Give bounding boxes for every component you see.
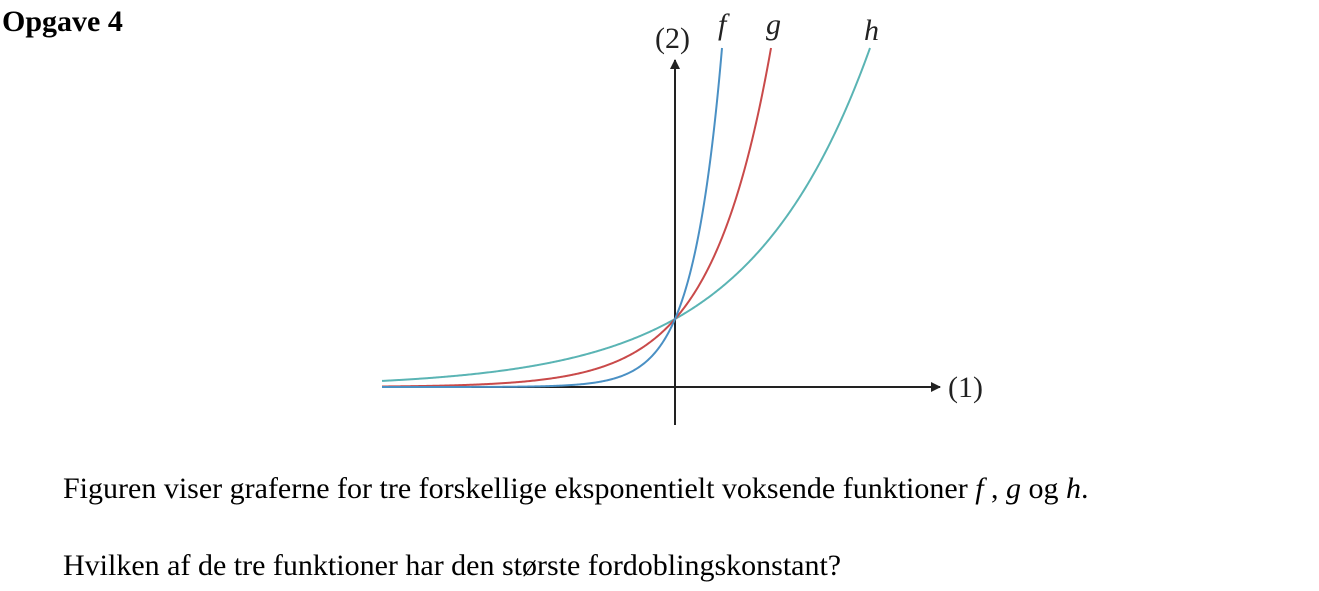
curve-label-h: h <box>864 14 879 47</box>
curve-label-f: f <box>718 8 727 41</box>
description-text: Figuren viser graferne for tre forskellige eksponentielt voksende funktioner <box>63 472 976 505</box>
y-axis-label: (2) <box>655 22 690 55</box>
curve-h <box>382 48 870 381</box>
function-name-f: f <box>975 472 984 505</box>
description-paragraph <box>63 471 1089 507</box>
task-heading: Opgave 4 <box>2 5 123 38</box>
sentence-period: . <box>1081 472 1089 505</box>
question-paragraph: Hvilken af de tre funktioner har den største fordoblingskonstant? <box>63 549 842 582</box>
x-axis-label: (1) <box>948 371 983 404</box>
separator-og: og <box>1021 472 1067 505</box>
curve-g <box>382 48 771 387</box>
curve-f <box>382 48 722 387</box>
function-name-h: h <box>1066 472 1082 505</box>
separator-comma: , <box>983 472 1007 505</box>
curve-label-g: g <box>766 8 781 41</box>
function-name-g: g <box>1006 472 1022 505</box>
